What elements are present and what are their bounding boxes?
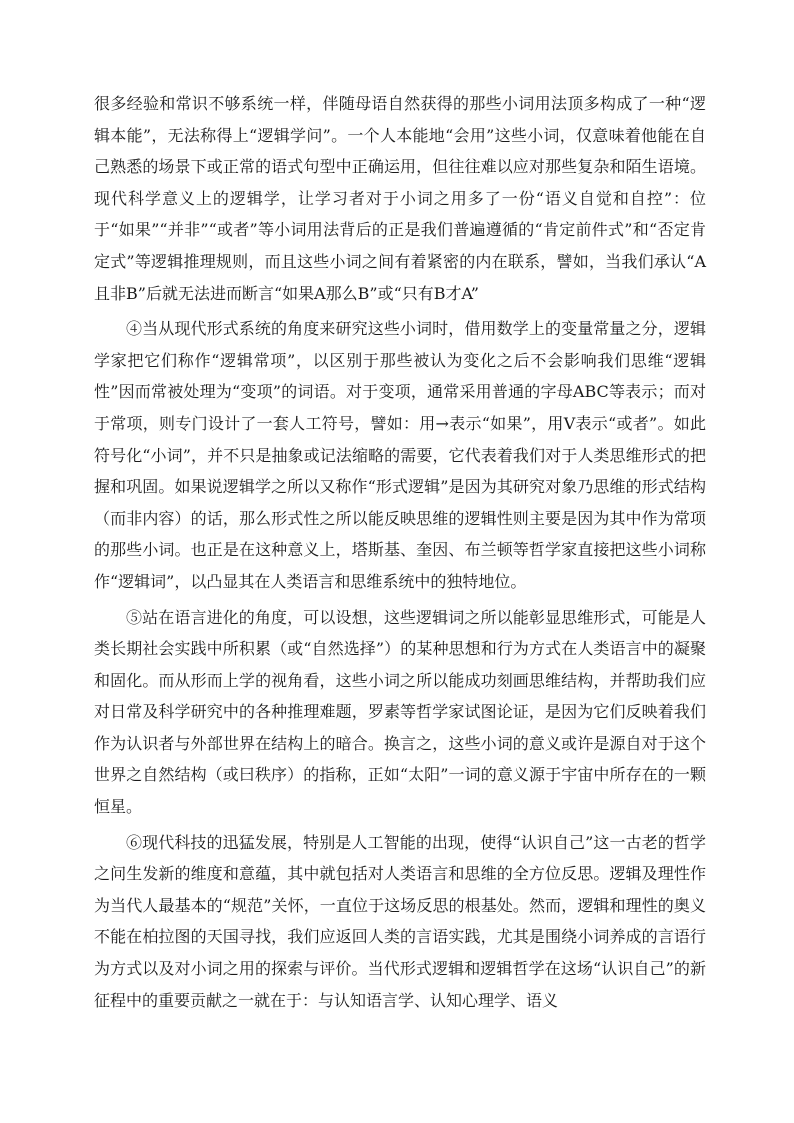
paragraph-4: ④当从现代形式系统的角度来研究这些小词时，借用数学上的变量常量之分，逻辑学家把它们称作“逻辑常项”，以区别于那些被认为变化之后不会影响我们思维“逻辑性”因而常被处理为“变项”的词语。对于变项，通常采用普通的字母ABC等表示；而对于常项，则专门设计了一套人工符号，譬如：用→表示“如果”，用V表示“或者”。如此符号化“小词”，并不只是抽象或记法缩略的需要，它代表着我们对于人类思维形式的把握和巩固。如果说逻辑学之所以又称作“形式逻辑”是因为其研究对象乃思维的形式结构（而非内容）的话，那么形式性之所以能反映思维的逻辑性则主要是因为其中作为常项的那些小词。也正是在这种意义上，塔斯基、奎因、布兰顿等哲学家直接把这些小词称作“逻辑词”，以凸显其在人类语言和思维系统中的独特地位。 <box>94 319 706 591</box>
paragraph-6: ⑥现代科技的迅猛发展，特别是人工智能的出现，使得“认识自己”这一古老的哲学之问生发新的维度和意蕴，其中就包括对人类语言和思维的全方位反思。逻辑及理性作为当代人最基本的“规范”关怀，一直位于这场反思的根基处。然而，逻辑和理性的奥义不能在柏拉图的天国寻找，我们应返回人类的言语实践，尤其是围绕小词养成的言语行为方式以及对小词之用的探索与评价。当代形式逻辑和逻辑哲学在这场“认识自己”的新征程中的重要贡献之一就在于：与认知语言学、认知心理学、语义 <box>94 832 706 1010</box>
paragraph-5: ⑤站在语言进化的角度，可以设想，这些逻辑词之所以能彰显思维形式，可能是人类长期社会实践中所积累（或“自然选择”）的某种思想和行为方式在人类语言中的凝聚和固化。而从形而上学的视角看，这些小词之所以能成功刻画思维结构，并帮助我们应对日常及科学研究中的各种推理难题，罗素等哲学家试图论证，是因为它们反映着我们作为认识者与外部世界在结构上的暗合。换言之，这些小词的意义或许是源自对于这个世界之自然结构（或曰秩序）的指称，正如“太阳”一词的意义源于宇宙中所存在的一颗恒星。 <box>94 607 706 817</box>
paragraph-continuation: 很多经验和常识不够系统一样，伴随母语自然获得的那些小词用法顶多构成了一种“逻辑本能”，无法称得上“逻辑学问”。一个人本能地“会用”这些小词，仅意味着他能在自己熟悉的场景下或正常的语式句型中正确运用，但往往难以应对那些复杂和陌生语境。现代科学意义上的逻辑学，让学习者对于小词之用多了一份“语义自觉和自控”：位于“如果”“并非”“或者”等小词用法背后的正是我们普遍遵循的“肯定前件式”和“否定肯定式”等逻辑推理规则，而且这些小词之间有着紧密的内在联系，譬如，当我们承认“A且非B”后就无法进而断言“如果A那么B”或“只有B才A” <box>94 94 706 303</box>
article-body <box>94 88 706 1016</box>
